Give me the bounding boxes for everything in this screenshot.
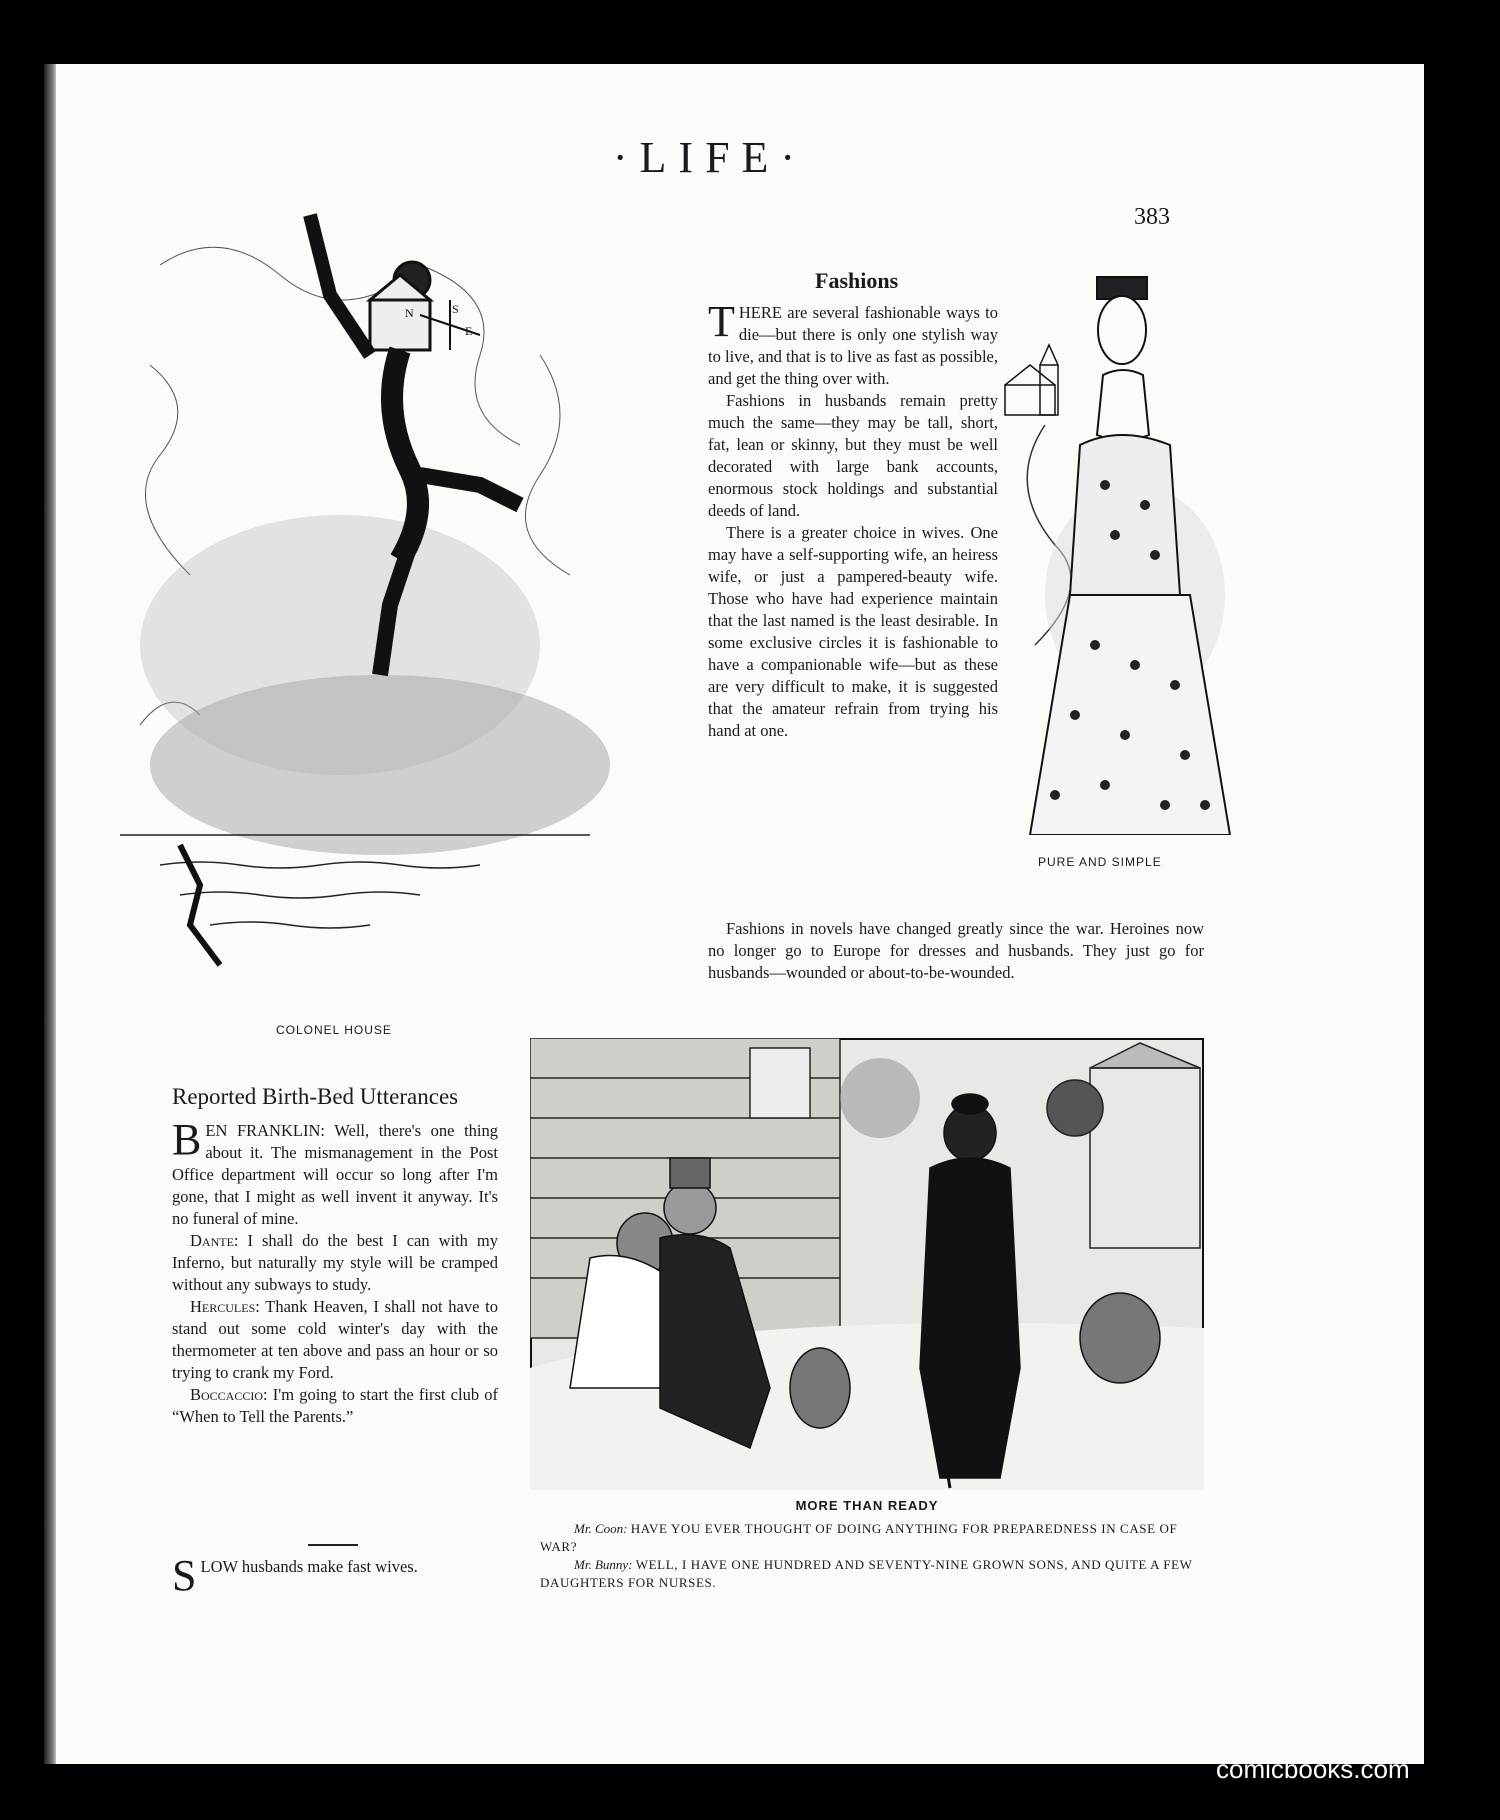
mr-coon-body bbox=[920, 1158, 1020, 1478]
utterance-hercules: Hercules: Thank Heaven, I shall not have to stand out some cold winter's day with the thermometer at ten above and pass an hour or so trying to crank my Ford. bbox=[172, 1297, 499, 1382]
mr-bunny-hat bbox=[670, 1158, 710, 1188]
fashions-article bbox=[708, 297, 998, 742]
church bbox=[1005, 345, 1058, 415]
rabbit-at-gazebo bbox=[1080, 1293, 1160, 1383]
caption-more-than-ready: MORE THAN READY bbox=[795, 1498, 939, 1513]
caption-pure-and-simple: PURE AND SIMPLE bbox=[1038, 855, 1162, 869]
mr-coon-hat bbox=[952, 1094, 988, 1114]
pure-and-simple-illustration bbox=[985, 265, 1265, 835]
slow-husbands-quip: SLOW husbands make fast wives. bbox=[172, 1551, 418, 1600]
compass-n: N bbox=[405, 306, 414, 320]
watermark: comicbooks.com bbox=[1216, 1754, 1410, 1784]
separator-rule bbox=[308, 1544, 358, 1546]
barn-window bbox=[750, 1048, 810, 1118]
fashions-article-continued bbox=[708, 918, 1204, 984]
utterance-dante: Dante: I shall do the best I can with my Inferno, but naturally my style will be cramped without any subways to study. bbox=[172, 1231, 498, 1294]
dropcap-s: S bbox=[172, 1551, 197, 1600]
dropcap-b: B bbox=[172, 1115, 202, 1164]
fashions-para-3: There is a greater choice in wives. One may have a self-supporting wife, an heiress wife, or just a pampered-beauty wife. Those who have had experience maintain that the last named is the least desirable. In some exclusive circles it is fashionable to have a companionable wife—but as these are very difficult to make, it is suggested that the amateur refrain from trying his hand at one. bbox=[708, 523, 998, 740]
masthead: ·LIFE· bbox=[612, 133, 808, 182]
caption-colonel-house: COLONEL HOUSE bbox=[276, 1023, 392, 1037]
fashions-para-1: THERE are several fashionable ways to die—but there is only one stylish way to live, and that is to live as fast as possible, and get the thing over with. bbox=[708, 297, 998, 388]
fashions-title: Fashions bbox=[815, 268, 899, 293]
fashions-para-2: Fashions in husbands remain pretty much the same—they may be tall, short, fat, lean or skinny, but they must be well decorated with large bank accounts, enormous stock holdings and substantial deeds of land. bbox=[708, 391, 998, 520]
utterance-franklin: BEN FRANKLIN: Well, there's one thing about it. The mismanagement in the Post Office department will occur so long after I'm gone, that I might as well invent it anyway. It's no funeral of mine. bbox=[172, 1115, 499, 1228]
colonel-house-illustration bbox=[120, 205, 640, 1005]
tree bbox=[840, 1058, 920, 1138]
page-number: 383 bbox=[1134, 204, 1170, 230]
fashions-para-4: Fashions in novels have changed greatly since the war. Heroines now no longer go to Europe for dresses and husbands. They just go for husbands—wounded or about-to-be-wounded. bbox=[708, 919, 1204, 982]
utterances-article bbox=[172, 1115, 499, 1428]
woman-face bbox=[1098, 296, 1146, 364]
utterance-boccaccio: Boccaccio: I'm going to start the first club of “When to Tell the Parents.” bbox=[172, 1385, 498, 1426]
compass-e: E bbox=[465, 324, 473, 338]
dialogue-coon: Mr. Coon: HAVE YOU EVER THOUGHT OF DOING ANYTHING FOR PREPAREDNESS IN CASE OF WAR? bbox=[540, 1521, 1178, 1554]
more-than-ready-cartoon bbox=[530, 1038, 1204, 1490]
small-rabbits bbox=[790, 1348, 850, 1428]
blouse bbox=[1070, 435, 1180, 595]
dialogue-bunny: Mr. Bunny: WELL, I HAVE ONE HUNDRED AND SEVENTY-NINE GROWN SONS, AND QUITE A FEW DAUGHTERS FOR NURSES. bbox=[540, 1557, 1193, 1590]
mr-bunny-head bbox=[664, 1182, 716, 1234]
utterances-title: Reported Birth-Bed Utterances bbox=[172, 1084, 459, 1109]
cartoon-dialogue bbox=[540, 1520, 1200, 1592]
compass-s: S bbox=[452, 302, 459, 316]
dropcap-t: T bbox=[708, 297, 735, 346]
house-hat bbox=[370, 300, 430, 350]
